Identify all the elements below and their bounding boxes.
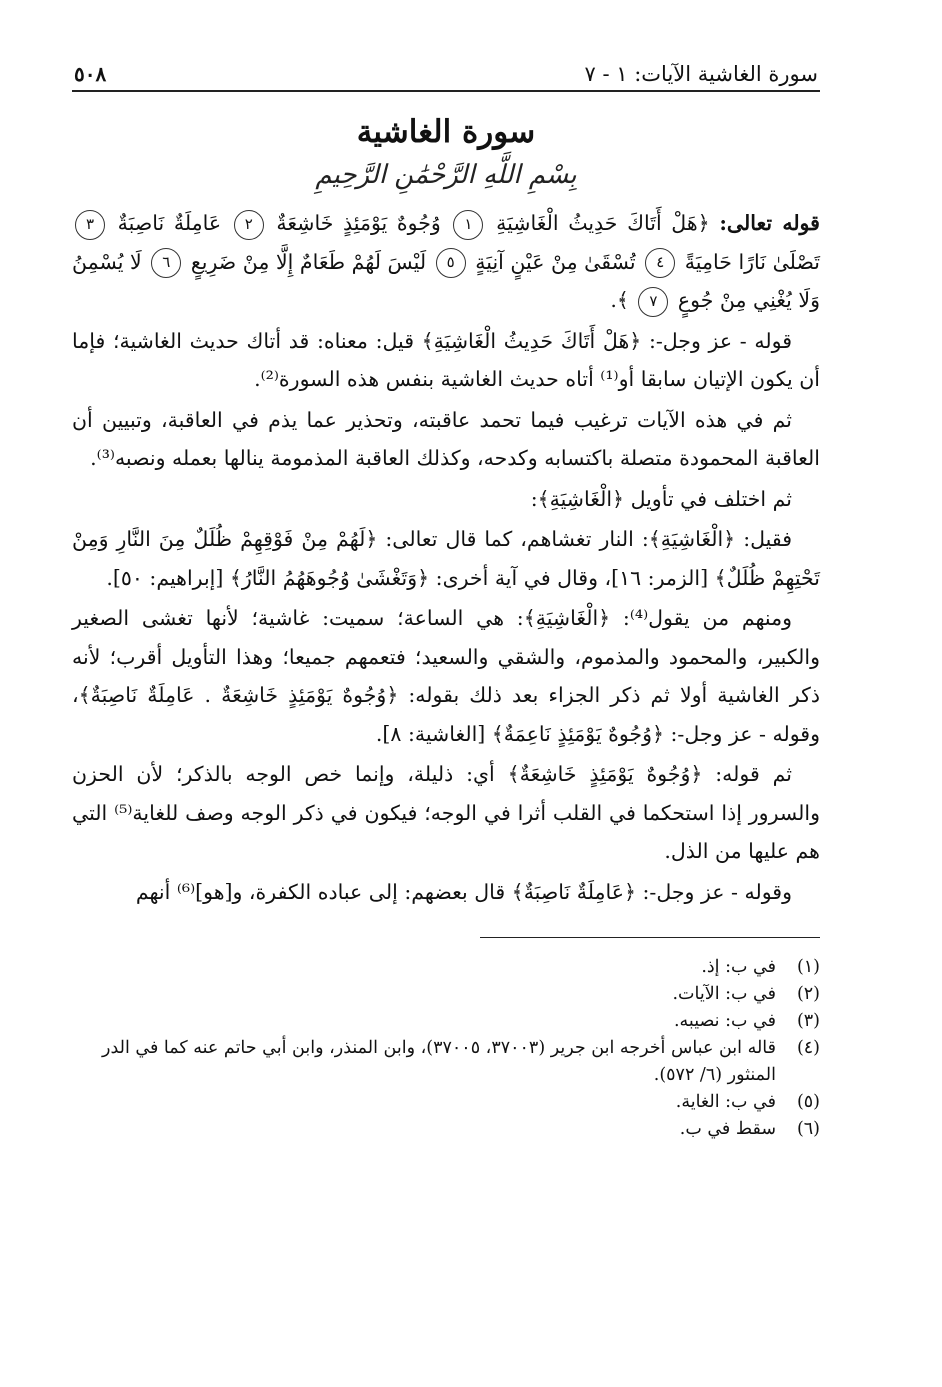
footnote-text: قاله ابن عباس أخرجه ابن جرير (٣٧٠٠٣، ٣٧٠٠٥)، وابن المنذر، وابن أبي حاتم عنه كما في الدر المنثور (٦/ ٥٧٢).: [102, 1038, 776, 1085]
footnote-number: (٥): [796, 1092, 820, 1112]
footnote-number: (٤): [796, 1038, 820, 1058]
footnote-text: في ب: إذ.: [701, 957, 776, 977]
paragraph: ثم في هذه الآيات ترغيب فيما تحمد عاقبته، وتحذير عما يذم في العاقبة، وتبيين أن العاقبة المحمودة متصلة باكتسابه وكدحه، وكذلك العاقبة المذمومة ينالها بعمله ونصبه⁽³⁾.: [72, 407, 820, 470]
verse-number-marker: ٧: [638, 287, 668, 317]
footnote: [72, 981, 820, 1008]
footnote-number: (٣): [796, 1011, 820, 1031]
verse-number-marker: ١: [453, 210, 483, 240]
verse-text-1: ﴿هَلْ أَتَاكَ حَدِيثُ الْغَاشِيَةِ: [496, 211, 710, 235]
main-text: [72, 204, 820, 911]
basmala: بِسْمِ اللَّهِ الرَّحْمَٰنِ الرَّحِيمِ: [315, 160, 577, 190]
verse-close: ﴾.: [610, 288, 629, 312]
verse-text-7: لَا يُسْمِنُ وَلَا يُغْنِي مِنْ جُوعٍ: [72, 249, 820, 312]
verse-number-marker: ٤: [645, 248, 675, 278]
verse-text-2: وُجُوهٌ يَوْمَئِذٍ خَاشِعَةٌ: [276, 211, 441, 235]
footnote-number: (١): [796, 957, 820, 977]
footnote: [72, 954, 820, 981]
page-number: ٥٠٨: [74, 62, 107, 86]
verse-number-marker: ٣: [75, 210, 105, 240]
verse-text-4: تَصْلَىٰ نَارًا حَامِيَةً: [684, 249, 820, 274]
verse-number-marker: ٦: [151, 248, 181, 278]
paragraph: فقيل: ﴿الْغَاشِيَةِ﴾: النار تغشاهم، كما قال تعالى: ﴿لَهُمْ مِنْ فَوْقِهِمْ ظُلَلٌ مِنَ النَّارِ وَمِنْ تَحْتِهِمْ ظُلَلٌ﴾ [الزمر: ١٦]، وقال في آية أخرى: ﴿وَتَغْشَىٰ وُجُوهَهُمُ النَّارُ﴾ [إبراهيم: ٥٠].: [72, 527, 820, 590]
footnote-separator: [480, 937, 820, 938]
footnote-text: سقط في ب.: [679, 1119, 776, 1139]
paragraph: وقوله - عز وجل-: ﴿عَامِلَةٌ نَاصِبَةٌ﴾ قال بعضهم: إلى عباده الكفرة، و[هو]⁽⁶⁾ أنهم: [135, 879, 792, 904]
page: [72, 52, 820, 1352]
paragraph: ومنهم من يقول⁽⁴⁾: ﴿الْغَاشِيَةِ﴾: هي الساعة؛ سميت: غاشية؛ لأنها تغشى الصغير والكبير، والمحمود والمذموم، والشقي والسعيد؛ فتعمهم جميعا؛ وهذا التأويل أقرب؛ لأنه ذكر الغاشية أولا ثم ذكر الجزاء بعد ذلك بقوله: ﴿وُجُوهٌ يَوْمَئِذٍ خَاشِعَةٌ . عَامِلَةٌ نَاصِبَةٌ﴾، وقوله - عز وجل-: ﴿وُجُوهٌ يَوْمَئِذٍ نَاعِمَةٌ﴾ [الغاشية: ٨].: [72, 606, 820, 746]
footnote: [72, 1089, 820, 1116]
verses-paragraph: [72, 204, 820, 320]
paragraph: ثم قوله: ﴿وُجُوهٌ يَوْمَئِذٍ خَاشِعَةٌ﴾ أي: ذليلة، وإنما خص الوجه بالذكر؛ لأن الحزن والسرور إذا استحكما في القلب أثرا في الوجه؛ فيكون في ذكر الوجه وصف للغاية⁽⁵⁾ التي هم عليها من الذل.: [72, 762, 821, 863]
verse-lead: قوله تعالى:: [719, 211, 820, 235]
footnote-text: في ب: الغاية.: [675, 1092, 776, 1112]
footnote-number: (٦): [796, 1119, 820, 1139]
footnote: [72, 1035, 820, 1089]
footnotes: [72, 954, 820, 1143]
verse-text-3: عَامِلَةٌ نَاصِبَةٌ: [117, 211, 222, 235]
paragraph: قوله - عز وجل-: ﴿هَلْ أَتَاكَ حَدِيثُ الْغَاشِيَةِ﴾ قيل: معناه: قد أتاك حديث الغاشية؛ فإما أن يكون الإتيان سابقا أو⁽¹⁾ أتاه حديث الغاشية بنفس هذه السورة⁽²⁾.: [72, 328, 820, 391]
paragraph: ثم اختلف في تأويل ﴿الْغَاشِيَةِ﴾:: [530, 486, 792, 511]
verse-text-6: لَيْسَ لَهُمْ طَعَامٌ إِلَّا مِنْ ضَرِيعٍ: [190, 249, 427, 274]
footnote-text: في ب: الآيات.: [672, 984, 776, 1004]
footnote: [72, 1116, 820, 1143]
verse-text-5: تُسْقَىٰ مِنْ عَيْنٍ آنِيَةٍ: [475, 249, 636, 274]
footnote-text: في ب: نصيبه.: [673, 1011, 776, 1031]
footnote: [72, 1008, 820, 1035]
surah-title: سورة الغاشية: [356, 114, 536, 150]
running-title: سورة الغاشية الآيات: ١ - ٧: [584, 62, 818, 86]
verse-number-marker: ٥: [436, 248, 466, 278]
footnote-number: (٢): [796, 984, 820, 1004]
verse-number-marker: ٢: [234, 210, 264, 240]
running-header: [72, 52, 820, 92]
